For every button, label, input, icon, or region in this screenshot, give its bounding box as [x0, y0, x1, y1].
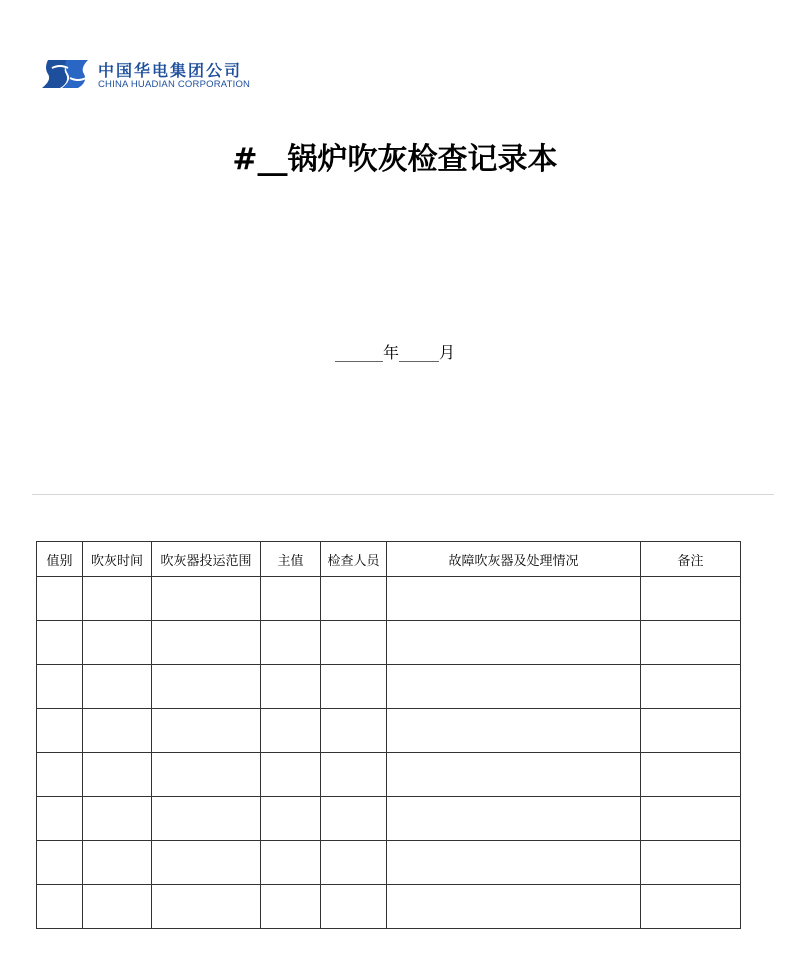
- table-cell[interactable]: [261, 885, 321, 929]
- table-cell[interactable]: [152, 709, 261, 753]
- table-cell[interactable]: [83, 753, 152, 797]
- table-row: [37, 665, 741, 709]
- header-blower-range: 吹灰器投运范围: [152, 542, 261, 577]
- divider: [32, 494, 774, 495]
- table-cell[interactable]: [641, 841, 741, 885]
- header-inspector: 检查人员: [321, 542, 387, 577]
- table-cell[interactable]: [387, 621, 641, 665]
- header-fault-handling: 故障吹灰器及处理情况: [387, 542, 641, 577]
- table-cell[interactable]: [261, 841, 321, 885]
- table-cell[interactable]: [261, 577, 321, 621]
- table-row: [37, 709, 741, 753]
- table-cell[interactable]: [321, 665, 387, 709]
- table-cell[interactable]: [387, 577, 641, 621]
- table-cell[interactable]: [387, 665, 641, 709]
- table-cell[interactable]: [321, 753, 387, 797]
- table-cell[interactable]: [37, 797, 83, 841]
- table-cell[interactable]: [152, 841, 261, 885]
- table-header-row: [37, 542, 741, 577]
- table-cell[interactable]: [387, 841, 641, 885]
- table-cell[interactable]: [152, 577, 261, 621]
- table-cell[interactable]: [321, 885, 387, 929]
- page-title: #__锅炉吹灰检查记录本: [232, 142, 558, 177]
- table-row: [37, 797, 741, 841]
- table-row: [37, 577, 741, 621]
- date-line: ______年_____月: [334, 343, 455, 362]
- table-cell[interactable]: [261, 665, 321, 709]
- table-cell[interactable]: [83, 885, 152, 929]
- table-cell[interactable]: [37, 709, 83, 753]
- table-cell[interactable]: [387, 797, 641, 841]
- table-cell[interactable]: [321, 577, 387, 621]
- table-cell[interactable]: [641, 753, 741, 797]
- table-cell[interactable]: [261, 621, 321, 665]
- table-cell[interactable]: [37, 885, 83, 929]
- table-cell[interactable]: [152, 665, 261, 709]
- header-shift: 值别: [37, 542, 83, 577]
- table-cell[interactable]: [37, 621, 83, 665]
- table-cell[interactable]: [83, 841, 152, 885]
- table-cell[interactable]: [261, 753, 321, 797]
- table-cell[interactable]: [83, 797, 152, 841]
- table-cell[interactable]: [152, 753, 261, 797]
- table-cell[interactable]: [641, 621, 741, 665]
- table-row: [37, 841, 741, 885]
- header-blow-time: 吹灰时间: [83, 542, 152, 577]
- logo-chinese-name: 中国华电集团公司: [98, 61, 243, 80]
- table-cell[interactable]: [152, 797, 261, 841]
- table-cell[interactable]: [37, 841, 83, 885]
- table-cell[interactable]: [83, 577, 152, 621]
- record-table: [36, 541, 741, 929]
- table-cell[interactable]: [321, 709, 387, 753]
- table-cell[interactable]: [37, 665, 83, 709]
- table-cell[interactable]: [83, 621, 152, 665]
- table-cell[interactable]: [261, 709, 321, 753]
- table-cell[interactable]: [641, 709, 741, 753]
- table-cell[interactable]: [321, 841, 387, 885]
- table-cell[interactable]: [387, 753, 641, 797]
- table-cell[interactable]: [152, 621, 261, 665]
- table-cell[interactable]: [261, 797, 321, 841]
- company-logo: [40, 56, 280, 96]
- table-cell[interactable]: [387, 885, 641, 929]
- table-cell[interactable]: [37, 753, 83, 797]
- table-row: [37, 753, 741, 797]
- table-cell[interactable]: [641, 797, 741, 841]
- logo-english-name: CHINA HUADIAN CORPORATION: [98, 79, 251, 90]
- table-cell[interactable]: [152, 885, 261, 929]
- table-cell[interactable]: [37, 577, 83, 621]
- table-cell[interactable]: [321, 797, 387, 841]
- table-cell[interactable]: [387, 709, 641, 753]
- table-cell[interactable]: [83, 665, 152, 709]
- table-row: [37, 621, 741, 665]
- header-remarks: 备注: [641, 542, 741, 577]
- table-cell[interactable]: [83, 709, 152, 753]
- table-cell[interactable]: [321, 621, 387, 665]
- huadian-logo-icon: [40, 58, 92, 90]
- header-main-operator: 主值: [261, 542, 321, 577]
- table-row: [37, 885, 741, 929]
- table-cell[interactable]: [641, 885, 741, 929]
- table-cell[interactable]: [641, 577, 741, 621]
- table-cell[interactable]: [641, 665, 741, 709]
